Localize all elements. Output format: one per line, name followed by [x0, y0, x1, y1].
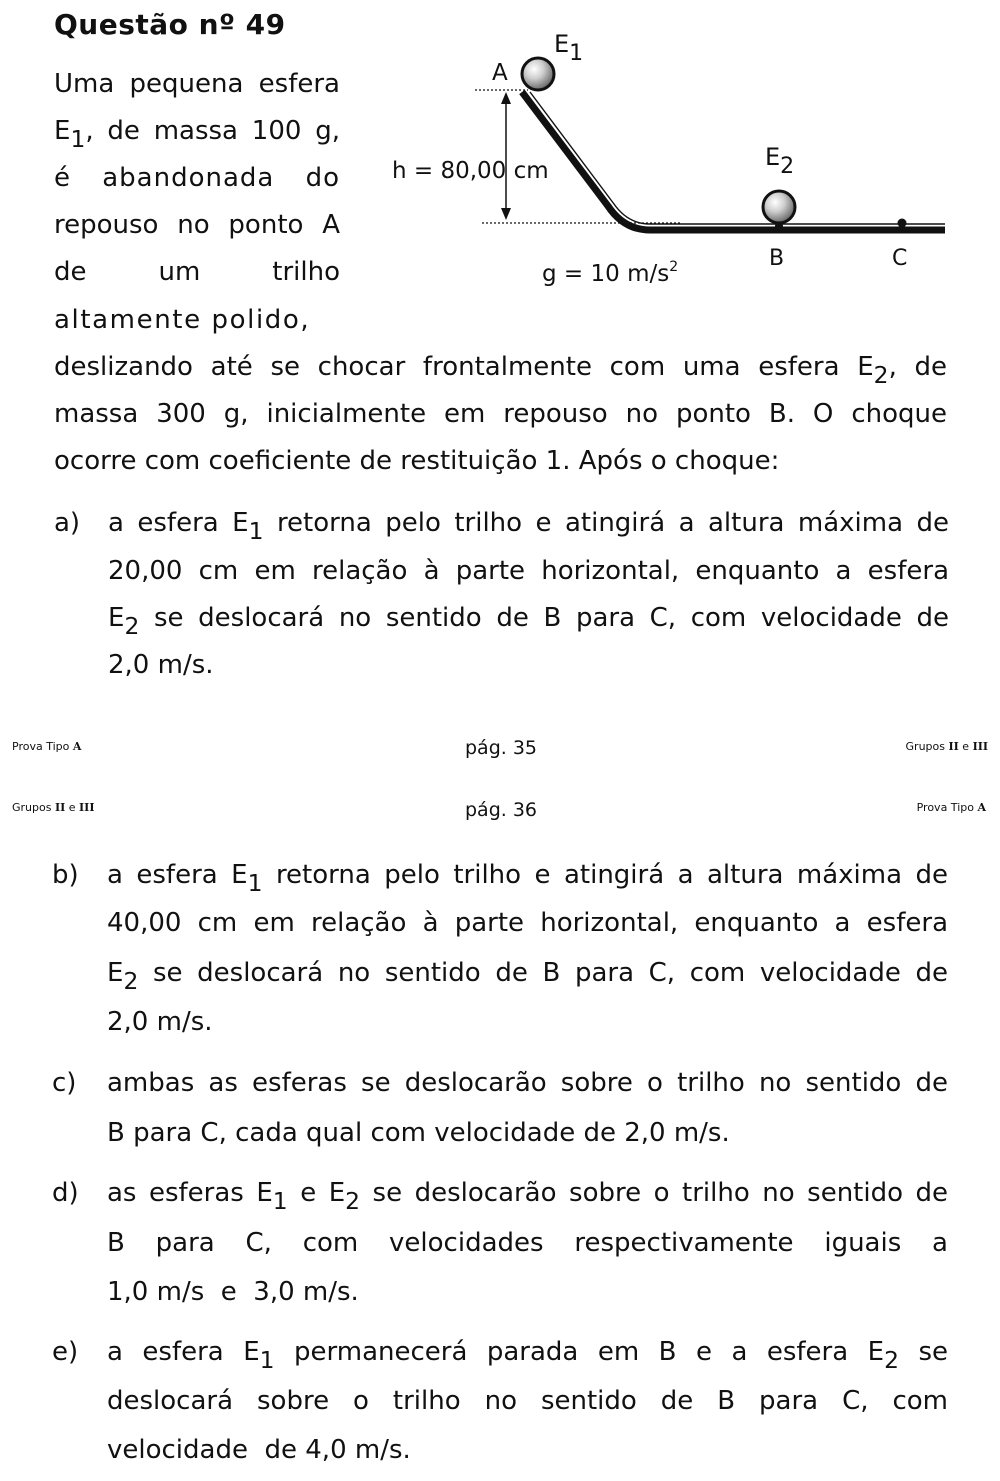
intro-line: $E_1$, de massa 100 g,	[54, 116, 340, 154]
sphere-e1	[522, 58, 554, 90]
intro-line: de um trilho	[54, 257, 340, 287]
option-d-line: B para C, com velocidades respectivamente iguais a	[107, 1228, 948, 1258]
option-a-line: a esfera $E_1$ retorna pelo trilho e atingirá a altura máxima de	[108, 508, 950, 546]
track-diagram	[380, 20, 960, 300]
option-b-line: a esfera $E_1$ retorna pelo trilho e atingirá a altura máxima de	[107, 860, 949, 898]
page-number-36: pág. 36	[465, 799, 538, 821]
option-a-letter: a)	[54, 508, 81, 538]
sphere-e2	[763, 191, 795, 223]
gravity-label: g = 10 $m/s^2$	[542, 259, 679, 287]
option-a-line: $E_2$ se deslocará no sentido de B para C, com velocidade de	[108, 603, 949, 641]
intro-line: é abandonada do	[54, 163, 340, 193]
point-b	[775, 222, 783, 230]
option-e-line: a esfera $E_1$ permanecerá parada em B e a esfera $E_2$ se	[107, 1337, 949, 1375]
arrow-down-icon	[501, 208, 511, 220]
option-e-line: deslocará sobre o trilho no sentido de B para C, com	[107, 1386, 948, 1416]
footer-right-page35: Grupos II e III	[905, 740, 988, 753]
option-d-letter: d)	[52, 1178, 79, 1208]
option-c-letter: c)	[52, 1068, 77, 1098]
option-e-line: velocidade de 4,0 m/s.	[107, 1435, 411, 1465]
label-e1: E1	[554, 30, 584, 66]
label-b: B	[769, 246, 785, 271]
question-title: Questão nº 49	[54, 8, 286, 41]
height-label: h = 80,00 cm	[392, 158, 549, 184]
label-e2: E2	[765, 143, 795, 179]
option-c-line: ambas as esferas se deslocarão sobre o trilho no sentido de	[107, 1068, 948, 1098]
intro-line: Uma pequena esfera	[54, 69, 340, 99]
body-line: deslizando até se chocar frontalmente com uma esfera $E_2$, de	[54, 352, 948, 390]
track-rail	[522, 92, 945, 230]
option-b-letter: b)	[52, 860, 79, 890]
label-a: A	[492, 60, 508, 86]
option-b-line: $E_2$ se deslocará no sentido de B para C, com velocidade de	[107, 958, 948, 996]
body-line: ocorre com coeficiente de restituição 1. Após o choque:	[54, 446, 780, 476]
intro-line: repouso no ponto A	[54, 210, 340, 240]
point-c	[898, 219, 907, 228]
intro-line: altamente polido,	[54, 305, 311, 335]
option-d-line: 1,0 m/s e 3,0 m/s.	[107, 1277, 359, 1307]
option-e-letter: e)	[52, 1337, 79, 1367]
page-number-35: pág. 35	[465, 737, 538, 759]
arrow-up-icon	[501, 92, 511, 104]
option-a-line: 20,00 cm em relação à parte horizontal, enquanto a esfera	[108, 556, 949, 586]
option-b-line: 2,0 m/s.	[107, 1007, 213, 1037]
track-edge	[530, 92, 945, 224]
option-b-line: 40,00 cm em relação à parte horizontal, enquanto a esfera	[107, 908, 948, 938]
option-c-line: B para C, cada qual com velocidade de 2,0 m/s.	[107, 1118, 730, 1148]
option-d-line: as esferas $E_1$ e $E_2$ se deslocarão sobre o trilho no sentido de	[107, 1178, 949, 1216]
header-right-page36: Prova Tipo A	[916, 801, 986, 814]
label-c: C	[892, 246, 908, 271]
option-a-line: 2,0 m/s.	[108, 650, 214, 680]
body-line: massa 300 g, inicialmente em repouso no ponto B. O choque	[54, 399, 947, 429]
footer-left-page35: Prova Tipo A	[12, 740, 82, 753]
header-left-page36: Grupos II e III	[12, 801, 95, 814]
